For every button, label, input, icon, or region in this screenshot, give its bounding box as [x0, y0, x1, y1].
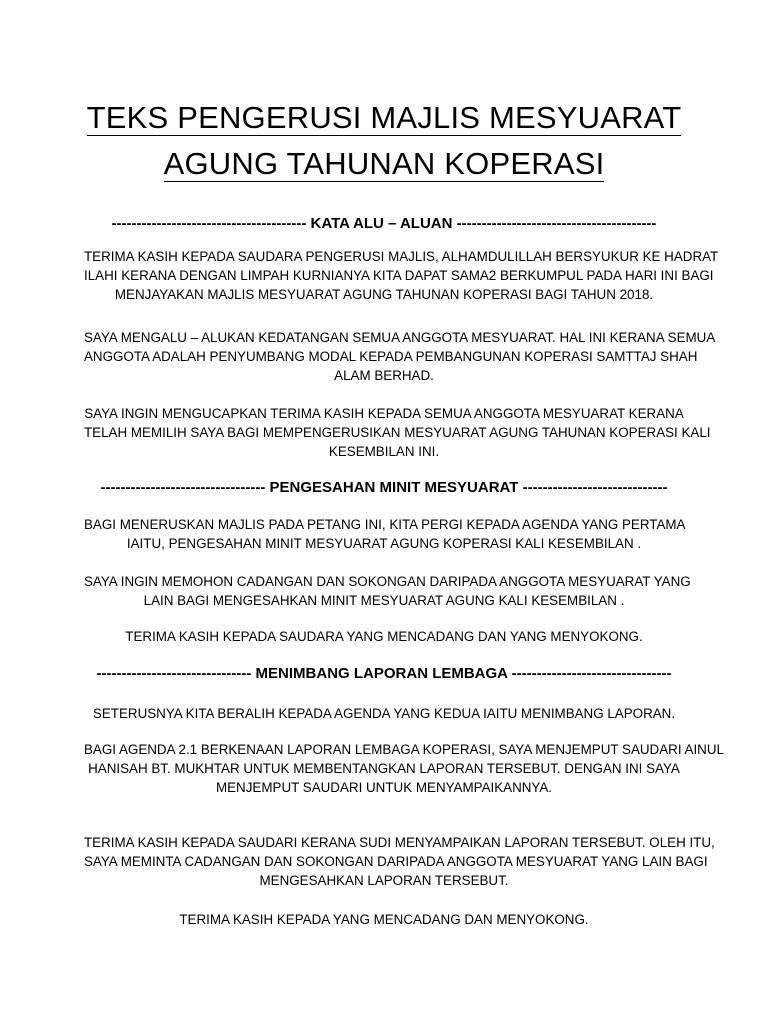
- paragraph: [84, 515, 684, 553]
- document-title-line-2: [0, 141, 768, 187]
- paragraph-line: TERIMA KASIH KEPADA YANG MENCADANG DAN MENYOKONG.: [179, 912, 589, 927]
- paragraph-line: TERIMA KASIH KEPADA SAUDARI KERANA SUDI MENYAMPAIKAN LAPORAN TERSEBUT. OLEH ITU,: [84, 835, 715, 850]
- paragraph-line: BAGI MENERUSKAN MAJLIS PADA PETANG INI, KITA PERGI KEPADA AGENDA YANG PERTAMA: [84, 517, 686, 532]
- paragraph-line: SAYA MEMINTA CADANGAN DAN SOKONGAN DARIPADA ANGGOTA MESYUARAT YANG LAIN BAGI: [84, 854, 708, 869]
- paragraph-line: SAYA INGIN MEMOHON CADANGAN DAN SOKONGAN DARIPADA ANGGOTA MESYUARAT YANG: [84, 574, 691, 589]
- paragraph: [84, 910, 684, 929]
- paragraph-line: ALAM BERHAD.: [334, 368, 434, 383]
- paragraph-line: SAYA INGIN MENGUCAPKAN TERIMA KASIH KEPADA SEMUA ANGGOTA MESYUARAT KERANA: [84, 406, 684, 421]
- paragraph-line: MENJAYAKAN MAJLIS MESYUARAT AGUNG TAHUNAN KOPERASI BAGI TAHUN 2018.: [114, 287, 654, 302]
- paragraph-line: KESEMBILAN INI.: [328, 444, 440, 459]
- title-text: TEKS PENGERUSI MAJLIS MESYUARAT: [86, 100, 682, 135]
- paragraph: [84, 740, 724, 797]
- paragraph-line: BAGI AGENDA 2.1 BERKENAAN LAPORAN LEMBAGA KOPERASI, SAYA MENJEMPUT SAUDARI AINUL: [84, 742, 724, 757]
- paragraph-line: ILAHI KERANA DENGAN LIMPAH KURNIANYA KITA DAPAT SAMA2 BERKUMPUL PADA HARI INI BAGI: [84, 268, 714, 283]
- paragraph-line: TERIMA KASIH KEPADA SAUDARA PENGERUSI MAJLIS, ALHAMDULILLAH BERSYUKUR KE HADRAT: [84, 249, 719, 264]
- paragraph-line: TERIMA KASIH KEPADA SAUDARA YANG MENCADANG DAN YANG MENYOKONG.: [125, 629, 643, 644]
- paragraph: [84, 328, 716, 385]
- paragraph-line: ANGGOTA ADALAH PENYUMBANG MODAL KEPADA PEMBANGUNAN KOPERASI SAMTTAJ SHAH: [84, 349, 698, 364]
- paragraph-line: SAYA MENGALU – ALUKAN KEDATANGAN SEMUA ANGGOTA MESYUARAT. HAL INI KERANA SEMUA: [84, 330, 716, 345]
- paragraph: [84, 627, 684, 646]
- paragraph-line: MENGESAHKAN LAPORAN TERSEBUT.: [259, 873, 509, 888]
- paragraph: [84, 704, 684, 723]
- document-title-line-1: [0, 95, 768, 141]
- paragraph: [84, 833, 715, 890]
- paragraph-line: TELAH MEMILIH SAYA BAGI MEMPENGERUSIKAN MESYUARAT AGUNG TAHUNAN KOPERASI KALI: [84, 425, 711, 440]
- section-heading-menimbang-laporan-lembaga: ------------------------------- MENIMBANG LAPORAN LEMBAGA --------------------------------: [96, 665, 672, 682]
- paragraph: [84, 572, 691, 610]
- section-heading-kata-alu-aluan: --------------------------------------- KATA ALU – ALUAN ----------------------------------------: [111, 215, 657, 232]
- paragraph-line: MENJEMPUT SAUDARI UNTUK MENYAMPAIKANNYA.: [215, 780, 553, 795]
- paragraph: [84, 404, 711, 461]
- paragraph: [84, 247, 719, 304]
- title-text: AGUNG TAHUNAN KOPERASI: [163, 146, 605, 181]
- paragraph-line: SETERUSNYA KITA BERALIH KEPADA AGENDA YANG KEDUA IAITU MENIMBANG LAPORAN.: [92, 706, 676, 721]
- paragraph-line: IAITU, PENGESAHAN MINIT MESYUARAT AGUNG KOPERASI KALI KESEMBILAN .: [126, 536, 642, 551]
- section-heading-pengesahan-minit-mesyuarat: --------------------------------- PENGESAHAN MINIT MESYUARAT -----------------------------: [100, 479, 668, 496]
- paragraph-line: LAIN BAGI MENGESAHKAN MINIT MESYUARAT AGUNG KALI KESEMBILAN .: [143, 593, 625, 608]
- paragraph-line: HANISAH BT. MUKHTAR UNTUK MEMBENTANGKAN LAPORAN TERSEBUT. DENGAN INI SAYA: [88, 761, 680, 776]
